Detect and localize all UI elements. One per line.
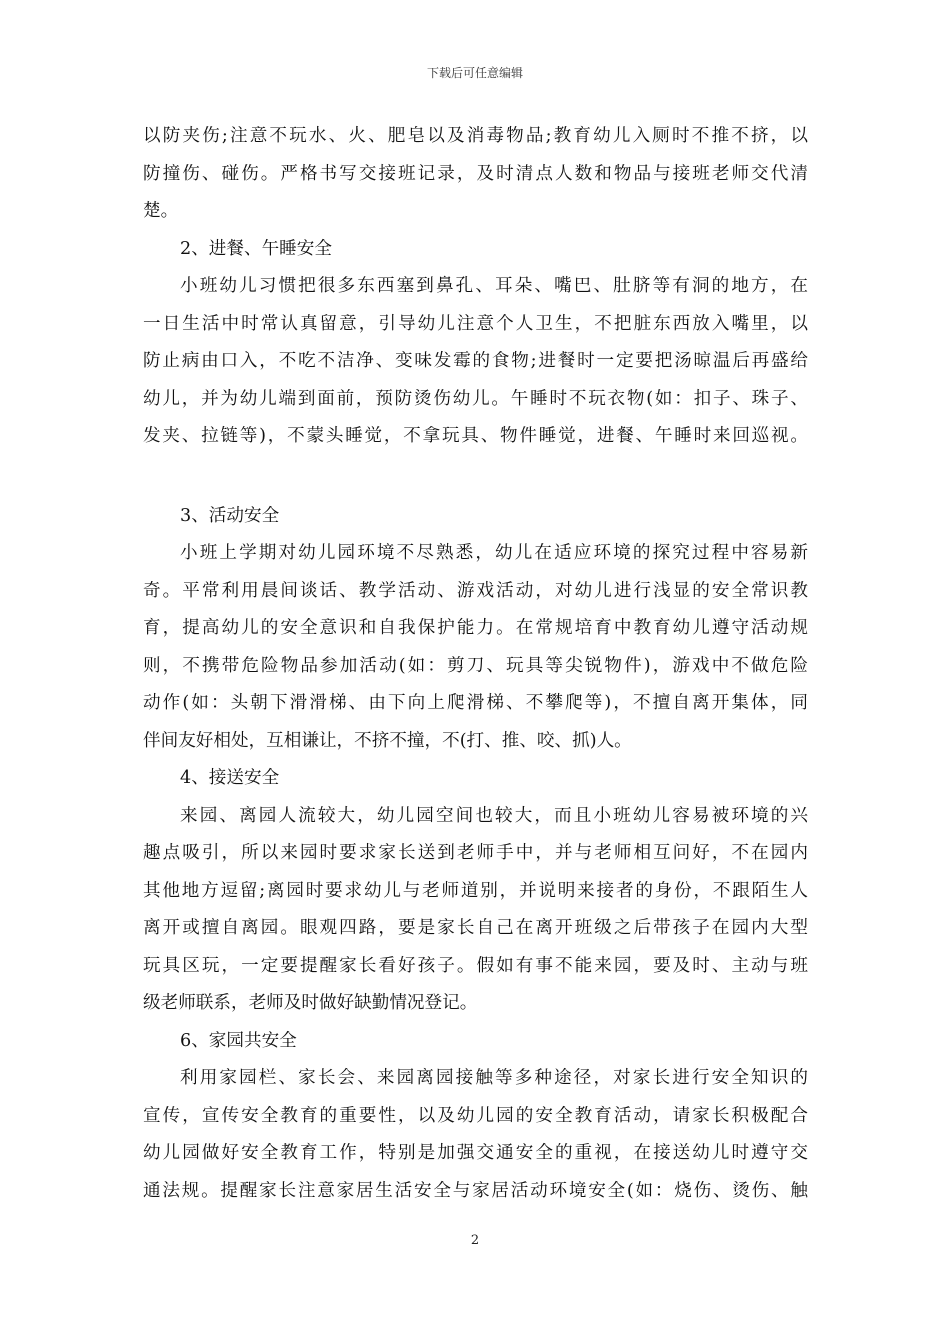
paragraph-line: 发夹、拉链等)，不蒙头睡觉，不拿玩具、物件睡觉，进餐、午睡时来回巡视。 [143,426,808,446]
page-header: 下载后可任意编辑 [426,66,523,80]
paragraph-line: 动作(如：头朝下滑滑梯、由下向上爬滑梯、不攀爬等)，不擅自离开集体，同 [143,693,808,713]
paragraph-line: 楚。 [143,201,179,221]
paragraph-line: 幼儿，并为幼儿端到面前，预防烫伤幼儿。午睡时不玩衣物(如：扣子、珠子、 [143,388,808,409]
paragraph-line: 级老师联系，老师及时做好缺勤情况登记。 [143,993,478,1013]
paragraph-line: 通法规。提醒家长注意家居生活安全与家居活动环境安全(如：烧伤、烫伤、触 [143,1180,808,1201]
paragraph-spacer [143,456,808,498]
document-body [143,118,808,1210]
paragraph [143,1060,808,1210]
paragraph-line: 离开或擅自离园。眼观四路，要是家长自己在离开班级之后带孩子在园内大型 [143,918,808,938]
paragraph-line: 防止病由口入，不吃不洁净、变味发霉的食物;进餐时一定要把汤晾温后再盛给 [143,351,808,371]
paragraph-line: 育，提高幼儿的安全意识和自我保护能力。在常规培育中教育幼儿遵守活动规 [143,618,808,638]
paragraph [143,798,808,1023]
paragraph-line: 幼儿园做好安全教育工作，特别是加强交通安全的重视，在接送幼儿时遵守交 [143,1143,808,1163]
page-number: 2 [470,1233,480,1248]
paragraph [143,268,808,456]
paragraph-line: 小班上学期对幼儿园环境不尽熟悉，幼儿在适应环境的探究过程中容易新 [180,543,808,563]
paragraph-line: 趣点吸引，所以来园时要求家长送到老师手中，并与老师相互问好，不在园内 [143,843,808,863]
paragraph-line: 则，不携带危险物品参加活动(如：剪刀、玩具等尖锐物件)，游戏中不做危险 [143,655,808,676]
section-heading: 6、家园共安全 [180,1030,297,1051]
paragraph-line: 一日生活中时常认真留意，引导幼儿注意个人卫生，不把脏东西放入嘴里，以 [143,313,808,334]
paragraph-line: 防撞伤、碰伤。严格书写交接班记录，及时清点人数和物品与接班老师交代清 [143,163,808,184]
paragraph-line: 宣传，宣传安全教育的重要性，以及幼儿园的安全教育活动，请家长积极配合 [143,1105,808,1126]
paragraph [143,118,808,231]
paragraph-line: 利用家园栏、家长会、来园离园接触等多种途径，对家长进行安全知识的 [180,1068,808,1088]
paragraph-line: 来园、离园人流较大，幼儿园空间也较大，而且小班幼儿容易被环境的兴 [180,805,808,826]
paragraph [143,535,808,760]
paragraph-line: 玩具区玩，一定要提醒家长看好孩子。假如有事不能来园，要及时、主动与班 [143,955,808,976]
paragraph-line: 小班幼儿习惯把很多东西塞到鼻孔、耳朵、嘴巴、肚脐等有洞的地方，在 [180,276,808,296]
paragraph-line: 奇。平常利用晨间谈话、教学活动、游戏活动，对幼儿进行浅显的安全常识教 [143,580,808,601]
paragraph-line: 以防夹伤;注意不玩水、火、肥皂以及消毒物品;教育幼儿入厕时不推不挤，以 [143,126,808,146]
section-heading: 2、进餐、午睡安全 [180,238,332,259]
section-heading: 3、活动安全 [180,505,280,526]
paragraph-line: 其他地方逗留;离园时要求幼儿与老师道别，并说明来接者的身份，不跟陌生人 [143,880,808,901]
paragraph-line: 伴间友好相处，互相谦让，不挤不撞，不(打、推、咬、抓)人。 [143,730,632,751]
section-heading: 4、接送安全 [180,768,280,788]
